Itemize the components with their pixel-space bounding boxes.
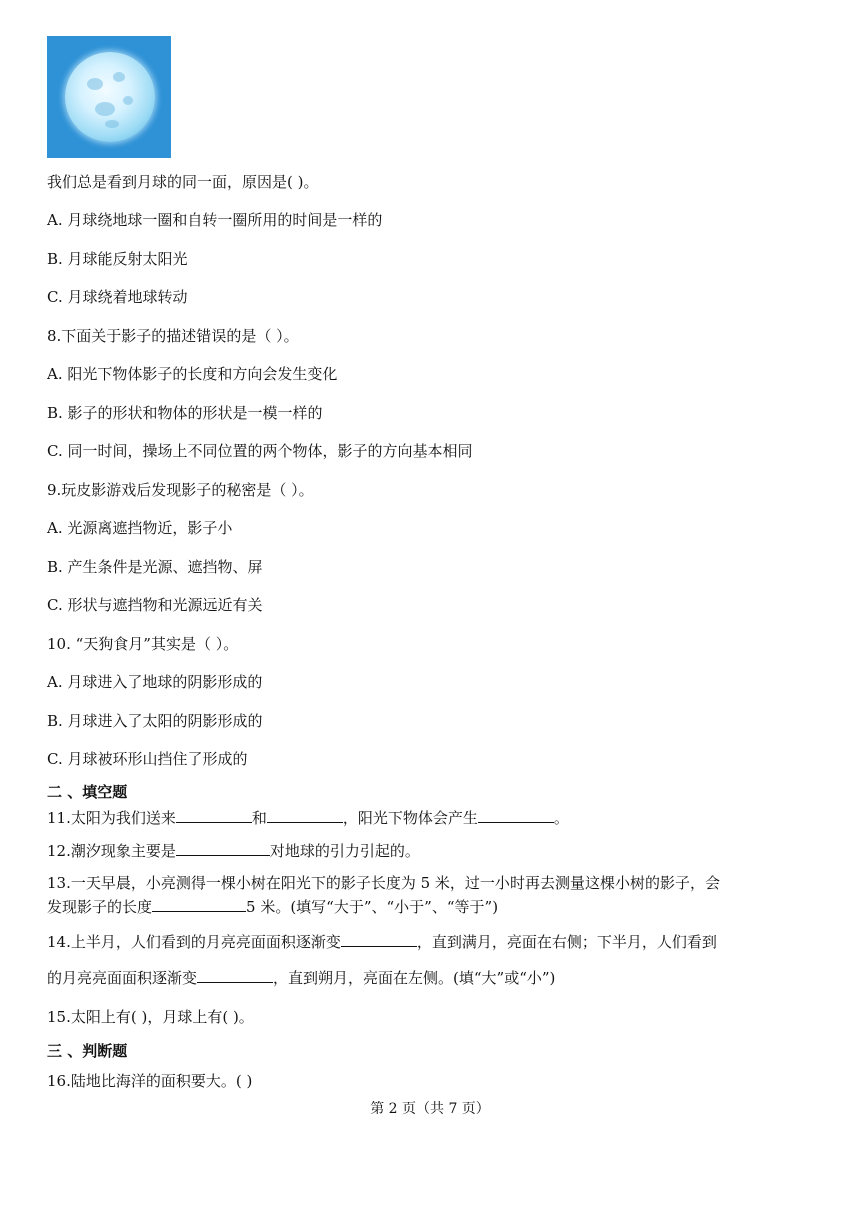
q11-text-2: 和 [251, 809, 267, 827]
question-7-stem: 我们总是看到月球的同一面，原因是( )。 [47, 173, 319, 191]
q13-blank-1[interactable] [152, 897, 246, 912]
q11-blank-3[interactable] [478, 808, 554, 823]
question-9-option-c: C. 形状与遮挡物和光源远近有关 [47, 596, 263, 614]
q14-text-4: ，直到朔月，亮面在左侧。(填“大”或“小”) [273, 969, 556, 987]
question-12 [47, 841, 420, 861]
q12-text-1: 12.潮汐现象主要是 [47, 842, 176, 860]
q11-text-1: 11.太阳为我们送来 [47, 809, 176, 827]
full-moon-icon [65, 52, 155, 142]
question-10-option-a: A. 月球进入了地球的阴影形成的 [47, 673, 263, 691]
question-8-stem: 8.下面关于影子的描述错误的是（ ）。 [47, 327, 299, 345]
question-7-option-a: A. 月球绕地球一圈和自转一圈所用的时间是一样的 [47, 211, 383, 229]
q11-blank-1[interactable] [176, 808, 252, 823]
q14-text-3: 的月亮亮面面积逐渐变 [47, 969, 198, 987]
section-2-heading: 二 、填空题 [47, 783, 128, 801]
question-14-line-2 [47, 968, 555, 988]
q14-text-1: 14.上半月，人们看到的月亮亮面面积逐渐变 [47, 933, 341, 951]
question-14-line-1 [47, 932, 717, 952]
question-13-line-2 [47, 897, 498, 917]
q12-text-2: 对地球的引力引起的。 [269, 842, 420, 860]
question-9-stem: 9.玩皮影游戏后发现影子的秘密是（ ）。 [47, 481, 314, 499]
q12-blank-1[interactable] [176, 841, 270, 856]
question-9-option-a: A. 光源离遮挡物近，影子小 [47, 519, 233, 537]
question-11 [47, 808, 569, 828]
q14-blank-1[interactable] [341, 932, 417, 947]
question-10-option-c: C. 月球被环形山挡住了形成的 [47, 750, 248, 768]
q11-blank-2[interactable] [267, 808, 343, 823]
q14-text-2: ，直到满月，亮面在右侧；下半月，人们看到 [416, 933, 717, 951]
section-3-heading: 三 、判断题 [47, 1042, 128, 1060]
question-8-option-c: C. 同一时间，操场上不同位置的两个物体，影子的方向基本相同 [47, 442, 473, 460]
q13-text-2: 5 米。(填写“大于”、“小于”、“等于”) [246, 898, 499, 916]
question-9-option-b: B. 产生条件是光源、遮挡物、屏 [47, 558, 263, 576]
q13-text-1: 发现影子的长度 [47, 898, 153, 916]
q11-text-3: ，阳光下物体会产生 [342, 809, 478, 827]
page-footer: 第 2 页（共 7 页） [370, 1101, 490, 1117]
question-8-option-b: B. 影子的形状和物体的形状是一模一样的 [47, 404, 323, 422]
moon-image [47, 36, 171, 158]
question-10-option-b: B. 月球进入了太阳的阴影形成的 [47, 712, 263, 730]
q14-blank-2[interactable] [197, 968, 273, 983]
q11-text-4: 。 [553, 809, 569, 827]
question-13-line-1: 13.一天早晨，小亮测得一棵小树在阳光下的影子长度为 5 米，过一小时再去测量这棵小树的影子，会 [47, 874, 720, 892]
question-8-option-a: A. 阳光下物体影子的长度和方向会发生变化 [47, 365, 338, 383]
question-16: 16.陆地比海洋的面积要大。( ) [47, 1072, 253, 1090]
question-7-option-c: C. 月球绕着地球转动 [47, 288, 188, 306]
question-7-option-b: B. 月球能反射太阳光 [47, 250, 188, 268]
question-10-stem: 10. “天狗食月”其实是（ ）。 [47, 635, 239, 653]
question-15: 15.太阳上有( )，月球上有( )。 [47, 1008, 254, 1026]
